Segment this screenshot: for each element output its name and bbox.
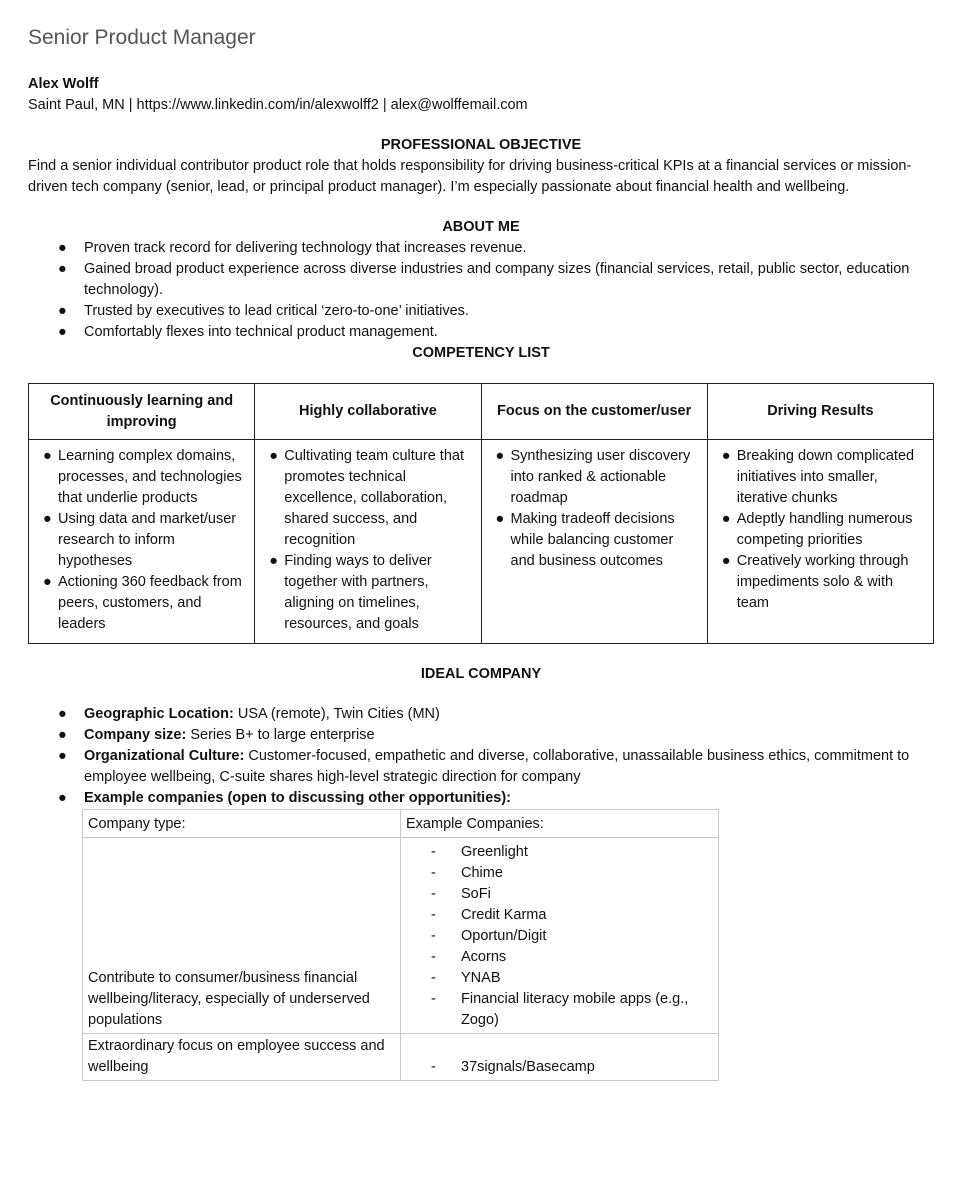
list-item [406, 926, 713, 947]
competency-column-header: Highly collaborative [255, 384, 481, 440]
bullet-icon: ● [721, 511, 731, 527]
list-item [28, 238, 934, 259]
dash-bullet-icon: - [431, 886, 436, 902]
competency-body-row [29, 440, 934, 644]
list-item [720, 551, 925, 614]
company-name: SoFi [461, 886, 491, 902]
competency-cell [481, 440, 707, 644]
list-item [41, 509, 246, 572]
dash-bullet-icon: - [431, 907, 436, 923]
list-item [406, 1057, 713, 1078]
competency-cell [29, 440, 255, 644]
company-name: Greenlight [461, 844, 528, 860]
list-item [406, 989, 713, 1031]
list-item [28, 788, 934, 809]
competency-item-text: Adeptly handling numerous competing priorities [736, 511, 913, 548]
competency-item-text: Learning complex domains, processes, and technologies that underlie products [58, 448, 242, 506]
company-name: Oportun/Digit [461, 928, 547, 944]
table-row [83, 1034, 719, 1081]
about-item-text: Proven track record for delivering technology that increases revenue. [84, 240, 527, 256]
company-type-header: Company type: [83, 810, 401, 838]
competency-item-text: Actioning 360 feedback from peers, customers, and leaders [58, 574, 242, 632]
bullet-icon: ● [495, 511, 505, 527]
list-item [41, 572, 246, 635]
table-row [83, 838, 719, 1034]
bullet-icon: ● [721, 448, 731, 464]
company-name: Credit Karma [461, 907, 547, 923]
ideal-item-label: Company size: [84, 727, 187, 743]
bullet-icon: ● [269, 553, 279, 569]
company-name: Acorns [461, 949, 507, 965]
dash-bullet-icon: - [431, 991, 436, 1007]
candidate-name: Alex Wolff [28, 76, 99, 92]
list-item [28, 259, 934, 301]
dash-bullet-icon: - [431, 1059, 436, 1075]
competency-column-header: Continuously learning and improving [29, 384, 255, 440]
list-item [28, 746, 934, 788]
example-companies-cell [401, 838, 719, 1034]
competency-item-text: Finding ways to deliver together with partners, aligning on timelines, resources, and goals [284, 553, 432, 632]
about-list [28, 238, 934, 343]
bullet-icon: ● [58, 261, 67, 277]
competency-heading: COMPETENCY LIST [412, 345, 550, 361]
example-companies-cell [401, 1034, 719, 1081]
competency-table [28, 383, 934, 644]
list-item [267, 446, 472, 551]
bullet-icon: ● [721, 553, 731, 569]
list-item [720, 446, 925, 509]
objective-text: Find a senior individual contributor product role that holds responsibility for driving business-critical KPIs at a financial services or mission-driven tech company (senior, lead, or principal product manager). I’m especially passionate about financial health and wellbeing. [28, 158, 912, 195]
bullet-icon: ● [495, 448, 505, 464]
bullet-icon: ● [58, 748, 67, 764]
ideal-item-label: Geographic Location: [84, 706, 234, 722]
list-item [28, 704, 934, 725]
dash-bullet-icon: - [431, 844, 436, 860]
list-item [494, 509, 699, 572]
ideal-item-label: Example companies (open to discussing other opportunities): [84, 790, 511, 806]
company-name: YNAB [461, 970, 501, 986]
list-item [28, 301, 934, 322]
ideal-company-heading: IDEAL COMPANY [420, 666, 542, 682]
bullet-icon: ● [58, 240, 67, 256]
ideal-item-text: Series B+ to large enterprise [186, 727, 375, 743]
competency-item-text: Breaking down complicated initiatives into smaller, iterative chunks [736, 448, 915, 506]
ideal-company-list [28, 704, 934, 809]
competency-item-text: Cultivating team culture that promotes technical excellence, collaboration, shared success, and recognition [284, 448, 464, 548]
about-item-text: Trusted by executives to lead critical ‘zero-to-one’ initiatives. [84, 303, 469, 319]
competency-item-text: Creatively working through impediments solo & with team [736, 553, 909, 611]
bullet-icon: ● [58, 727, 67, 743]
list-item [720, 509, 925, 551]
competency-item-text: Synthesizing user discovery into ranked & actionable roadmap [510, 448, 691, 506]
list-item [28, 322, 934, 343]
competency-column-header: Driving Results [707, 384, 933, 440]
example-companies-header: Example Companies: [401, 810, 719, 838]
list-item [406, 842, 713, 863]
ideal-item-text: USA (remote), Twin Cities (MN) [233, 706, 440, 722]
contact-line: Saint Paul, MN | https://www.linkedin.com/in/alexwolff2 | alex@wolffemail.com [28, 97, 528, 113]
list-item [406, 863, 713, 884]
list-item [28, 725, 934, 746]
bullet-icon: ● [58, 303, 67, 319]
example-companies-table [82, 809, 719, 1081]
dash-bullet-icon: - [431, 928, 436, 944]
bullet-icon: ● [269, 448, 279, 464]
competency-cell [255, 440, 481, 644]
dash-bullet-icon: - [431, 865, 436, 881]
company-name: Chime [461, 865, 503, 881]
competency-header-row [29, 384, 934, 440]
company-type-cell: Contribute to consumer/business financial wellbeing/literacy, especially of underserved populations [83, 838, 401, 1034]
list-item [406, 905, 713, 926]
dash-bullet-icon: - [431, 949, 436, 965]
about-item-text: Gained broad product experience across diverse industries and company sizes (financial services, retail, public sector, education technology). [84, 261, 910, 298]
list-item [41, 446, 246, 509]
competency-item-text: Making tradeoff decisions while balancing customer and business outcomes [510, 511, 675, 569]
about-heading: ABOUT ME [442, 219, 520, 235]
list-item [406, 968, 713, 989]
dash-bullet-icon: - [431, 970, 436, 986]
bullet-icon: ● [43, 448, 52, 464]
competency-item-text: Using data and market/user research to inform hypotheses [58, 511, 237, 569]
list-item [406, 947, 713, 968]
about-item-text: Comfortably flexes into technical product management. [84, 324, 438, 340]
table-row [83, 810, 719, 838]
objective-heading: PROFESSIONAL OBJECTIVE [380, 137, 582, 153]
company-name: Financial literacy mobile apps (e.g., Zogo) [461, 991, 689, 1028]
company-type-cell: Extraordinary focus on employee success and wellbeing [83, 1034, 401, 1081]
bullet-icon: ● [58, 324, 67, 340]
document-title: Senior Product Manager [28, 26, 256, 49]
competency-cell [707, 440, 933, 644]
list-item [267, 551, 472, 635]
list-item [406, 884, 713, 905]
company-name: 37signals/Basecamp [461, 1059, 595, 1075]
competency-column-header: Focus on the customer/user [481, 384, 707, 440]
bullet-icon: ● [43, 574, 52, 590]
bullet-icon: ● [43, 511, 52, 527]
bullet-icon: ● [58, 790, 67, 806]
resume-page [28, 24, 934, 1081]
bullet-icon: ● [58, 706, 67, 722]
ideal-item-label: Organizational Culture: [84, 748, 245, 764]
list-item [494, 446, 699, 509]
ideal-item-text: Customer-focused, empathetic and diverse, collaborative, unassailable business ethics, commitment to employee wellbeing, C-suite shares high-level strategic direction for company [84, 748, 910, 785]
